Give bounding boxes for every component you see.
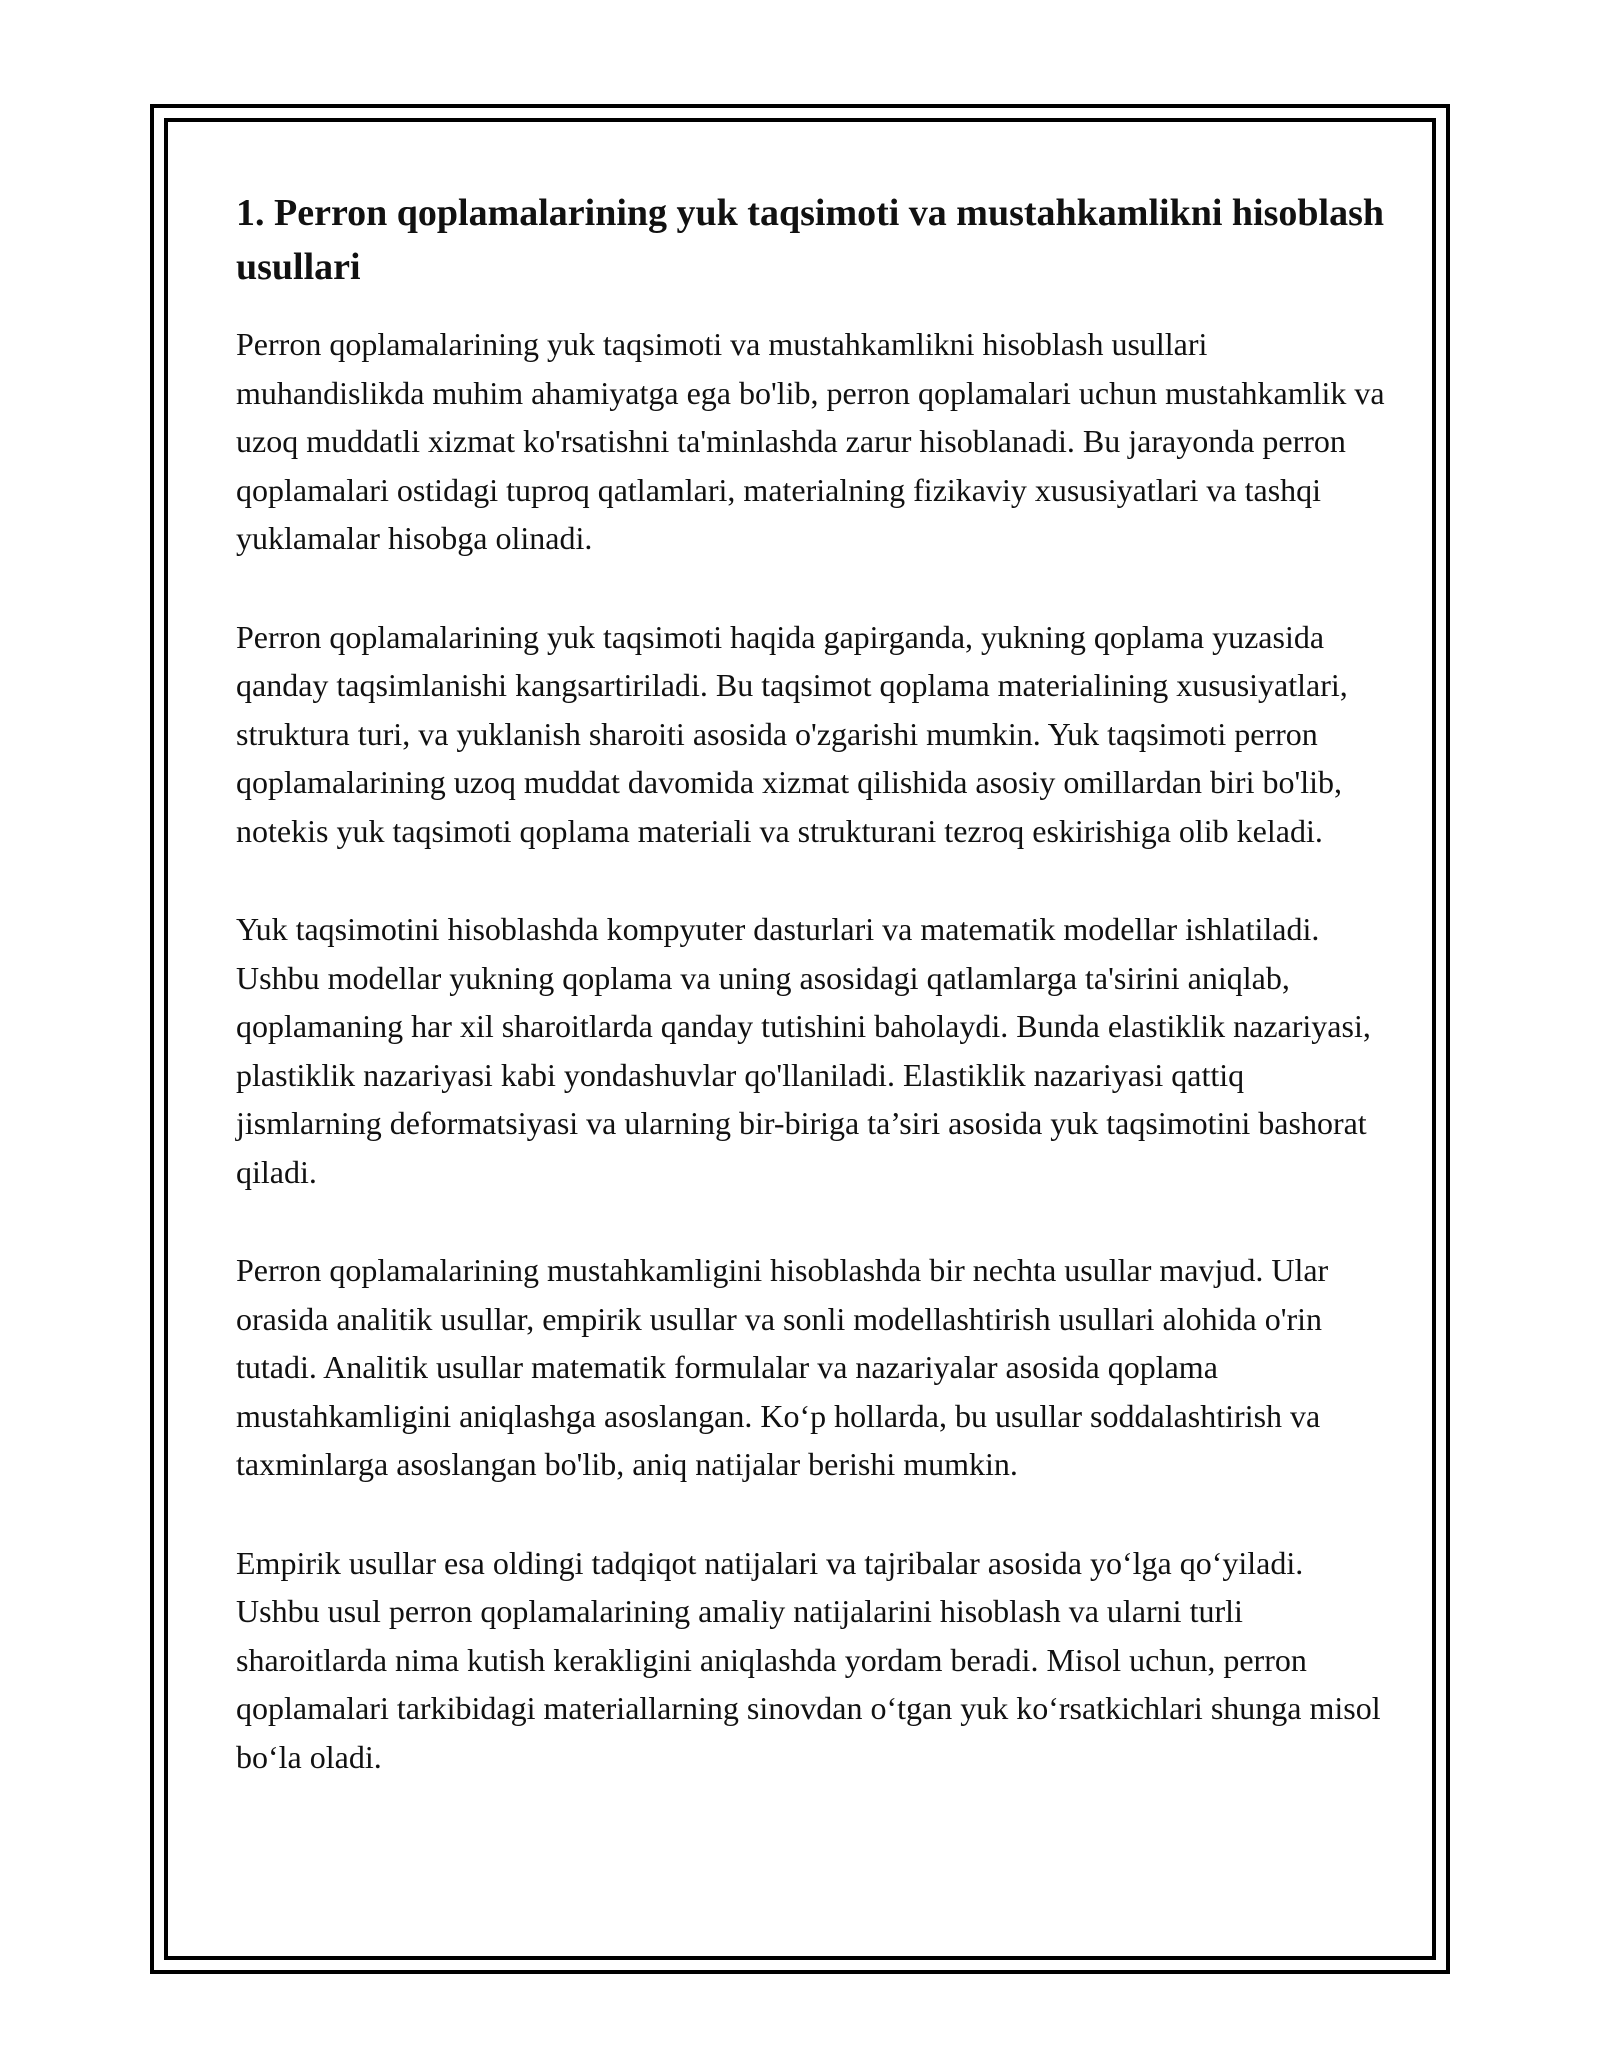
paragraph-5: Empirik usullar esa oldingi tadqiqot natijalari va tajribalar asosida yoʻlga qoʻyiladi. Ushbu usul perron qoplamalarining amaliy natijalarini hisoblash va ularni turli sharoitlarda nima kutish kerakligini aniqlashda yordam beradi. Misol uchun, perron qoplamalari tarkibidagi materiallarning sinovdan oʻtgan yuk koʻrsatkichlari shunga misol boʻla oladi.: [236, 1544, 1381, 1775]
paragraph-3: Yuk taqsimotini hisoblashda kompyuter dasturlari va matematik modellar ishlatiladi. Ushbu modellar yukning qoplama va uning asosidagi qatlamlarga ta'sirini aniqlab, qoplamaning har xil sharoitlarda qanday tutishini baholaydi. Bunda elastiklik nazariyasi, plastiklik nazariyasi kabi yondashuvlar qo'llaniladi. Elastiklik nazariyasi qattiq jismlarning deformatsiyasi va ularning bir-biriga ta’siri asosida yuk taqsimotini bashorat qiladi.: [236, 911, 1371, 1190]
paragraph-1: Perron qoplamalarining yuk taqsimoti va mustahkamlikni hisoblash usullari muhandislikda muhim ahamiyatga ega bo'lib, perron qoplamalari uchun mustahkamlik va uzoq muddatli xizmat ko'rsatishni ta'minlashda zarur hisoblanadi. Bu jarayonda perron qoplamalari ostidagi tuproq qatlamlari, materialning fizikaviy xususiyatlari va tashqi yuklamalar hisobga olinadi.: [236, 326, 1385, 556]
document-content: [236, 186, 1386, 1781]
section-heading: 1. Perron qoplamalarining yuk taqsimoti va mustahkamlikni hisoblash usullari: [236, 192, 1384, 288]
paragraph-4: Perron qoplamalarining mustahkamligini hisoblashda bir nechta usullar mavjud. Ular orasida analitik usullar, empirik usullar va sonli modellashtirish usullari alohida o'rin tutadi. Analitik usullar matematik formulalar va nazariyalar asosida qoplama mustahkamligini aniqlashga asoslangan. Koʻp hollarda, bu usullar soddalashtirish va taxminlarga asoslangan bo'lib, aniq natijalar berishi mumkin.: [236, 1252, 1329, 1482]
paragraph-2: Perron qoplamalarining yuk taqsimoti haqida gapirganda, yukning qoplama yuzasida qanday taqsimlanishi kangsartiriladi. Bu taqsimot qoplama materialining xususiyatlari, struktura turi, va yuklanish sharoiti asosida o'zgarishi mumkin. Yuk taqsimoti perron qoplamalarining uzoq muddat davomida xizmat qilishida asosiy omillardan biri bo'lib, notekis yuk taqsimoti qoplama materiali va strukturani tezroq eskirishiga olib keladi.: [236, 618, 1348, 849]
